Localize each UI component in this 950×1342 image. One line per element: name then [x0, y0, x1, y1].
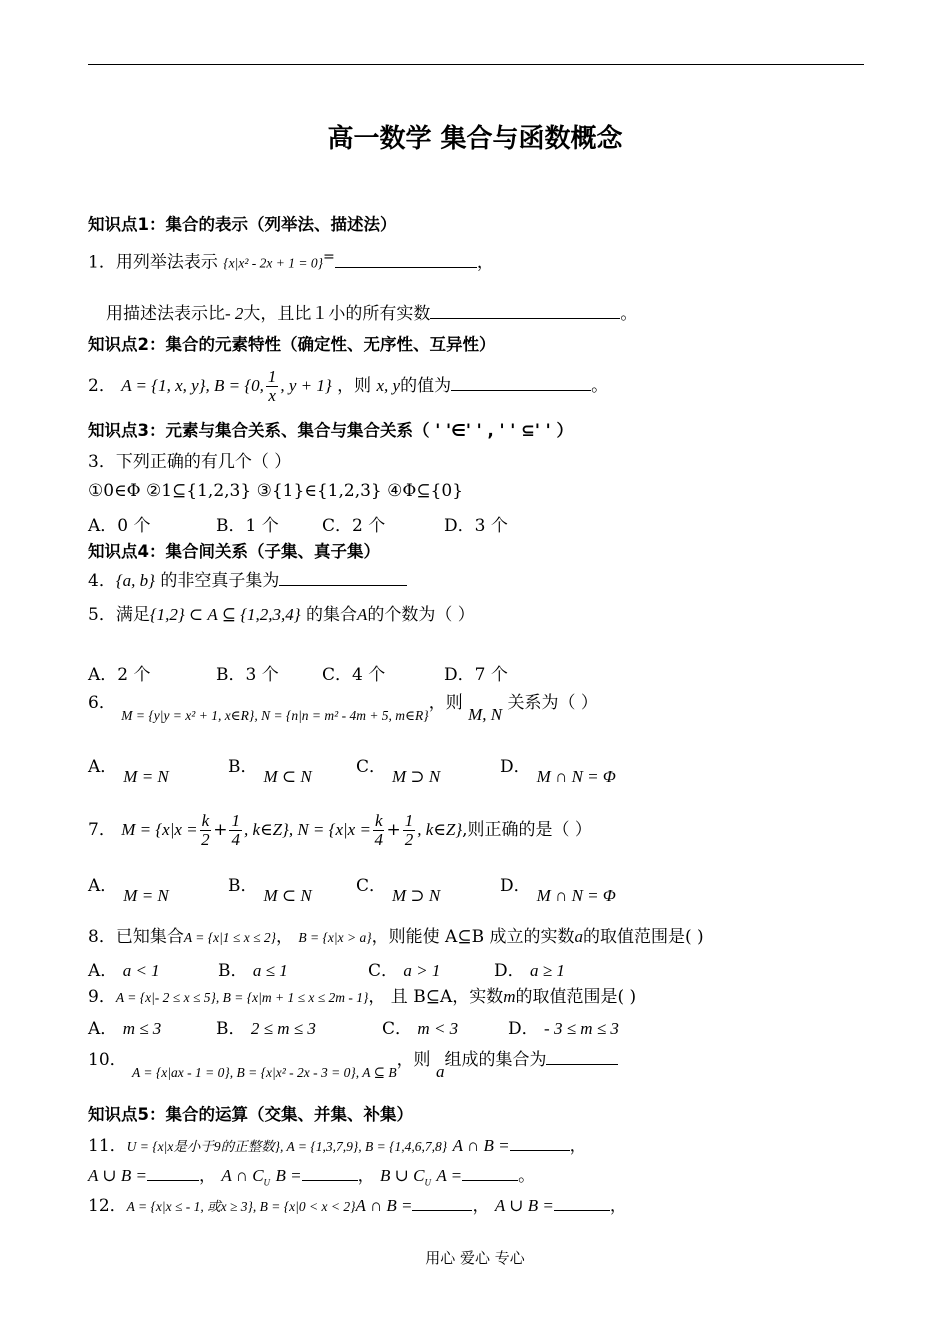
q5-option-b: B．3 个: [216, 665, 279, 685]
question-2: 2． A = {1, x, y}, B = {0, $\frac{1}{x}$ , y + 1} ，则 x, y的值为 。: [88, 367, 609, 405]
q3-option-b: B．1 个: [216, 516, 279, 536]
question-3-items: ①0∈Φ ②1⊆{1,2,3} ③{1}∈{1,2,3} ④Φ⊆{0}: [88, 481, 464, 501]
question-4: 4．{a, b} 的非空真子集为: [88, 569, 407, 592]
q5-option-a: A．2 个: [88, 665, 151, 685]
q3-option-c: C．2 个: [322, 516, 386, 536]
q6-option-d: D． M ∩ N = Φ: [500, 757, 616, 786]
question-3: 3．下列正确的有几个（ ）: [88, 452, 292, 472]
page-title: 高一数学 集合与函数概念: [327, 124, 623, 154]
question-9: 9．A = {x|- 2 ≤ x ≤ 5}, B = {x|m + 1 ≤ x ≤ 2m - 1}， 且 B⊆A，实数m的取值范围是( ): [88, 987, 637, 1007]
q6-option-b: B． M ⊂ N: [228, 757, 312, 786]
question-7: 7． M = {x|x = $\frac{k}{2}$ + $\frac{1}{4}$ , k∈Z}, N = {x|x = $\frac{k}{4}$ + $\frac{1}{2}$ , k∈Z},则正确的是（ ）: [88, 811, 592, 849]
question-1b: 用描述法表示比- 2大，且比１小的所有实数 。: [106, 304, 638, 324]
section-heading-3: 知识点3：元素与集合关系、集合与集合关系（ ' '∈' ' , ' ' ⊆' ' ）: [88, 421, 573, 440]
q7-option-d: D． M ∩ N = Φ: [500, 876, 616, 905]
section-heading-2: 知识点2：集合的元素特性（确定性、无序性、互异性）: [88, 335, 496, 354]
question-10: 10． $_{A = \{x|ax - 1 = 0\}, B = \{x|x^2 - 2x - 3 = 0\}, A ⊆ B}$，则 a组成的集合为: [88, 1048, 618, 1072]
q7-option-c: C． M ⊃ N: [356, 876, 441, 905]
q8-option-c: C． a > 1: [368, 961, 441, 981]
section-heading-5: 知识点5：集合的运算（交集、并集、补集）: [88, 1105, 413, 1124]
q9-option-d: D． - 3 ≤ m ≤ 3: [508, 1019, 619, 1039]
header-rule: [88, 64, 864, 65]
question-1: 1．用列举法表示 {x|x² - 2x + 1 = 0}= ，: [88, 249, 494, 273]
q7-option-b: B． M ⊂ N: [228, 876, 312, 905]
question-11b: A ∪ B = ， A ∩ $C_U$ B = ， B ∪ $C_U$ A = 。: [88, 1166, 536, 1188]
q8-option-b: B． a ≤ 1: [218, 961, 288, 981]
q3-option-a: A．0 个: [88, 516, 151, 536]
question-6: 6． $_{M = \{y|y = x^2 + 1, x\in R\}, N = \{n|n = m^2 - 4m + 5, m\in R\}}$，则 M, N 关系为（ ）: [88, 693, 598, 724]
q9-option-c: C． m < 3: [382, 1019, 459, 1039]
q6-option-a: A． M = N: [88, 757, 169, 786]
question-8: 8．已知集合A = {x|1 ≤ x ≤ 2}， B = {x|x > a}，则能使 A⊆B 成立的实数a的取值范围是( ): [88, 927, 704, 947]
q6-option-c: C． M ⊃ N: [356, 757, 441, 786]
question-5: 5．满足{1,2} ⊂ A ⊆ {1,2,3,4} 的集合A的个数为（ ）: [88, 605, 475, 625]
page-footer: 用心 爱心 专心: [425, 1249, 525, 1267]
q9-option-a: A． m ≤ 3: [88, 1019, 162, 1039]
section-heading-4: 知识点4：集合间关系（子集、真子集）: [88, 542, 380, 561]
question-11: 11．U = {x|x是小于9的正整数}, A = {1,3,7,9}, B = {1,4,6,7,8} A ∩ B = ，: [88, 1136, 587, 1156]
q9-option-b: B． 2 ≤ m ≤ 3: [216, 1019, 316, 1039]
q7-option-a: A． M = N: [88, 876, 169, 905]
q8-option-a: A． a < 1: [88, 961, 160, 981]
q8-option-d: D． a ≥ 1: [494, 961, 565, 981]
q5-option-c: C．4 个: [322, 665, 386, 685]
q3-option-d: D．3 个: [444, 516, 508, 536]
section-heading-1: 知识点1：集合的表示（列举法、描述法）: [88, 215, 397, 234]
q5-option-d: D．7 个: [444, 665, 508, 685]
question-12: 12．A = {x|x ≤ - 1, 或x ≥ 3}, B = {x|0 < x < 2}A ∩ B = ， A ∪ B = ，: [88, 1196, 627, 1216]
